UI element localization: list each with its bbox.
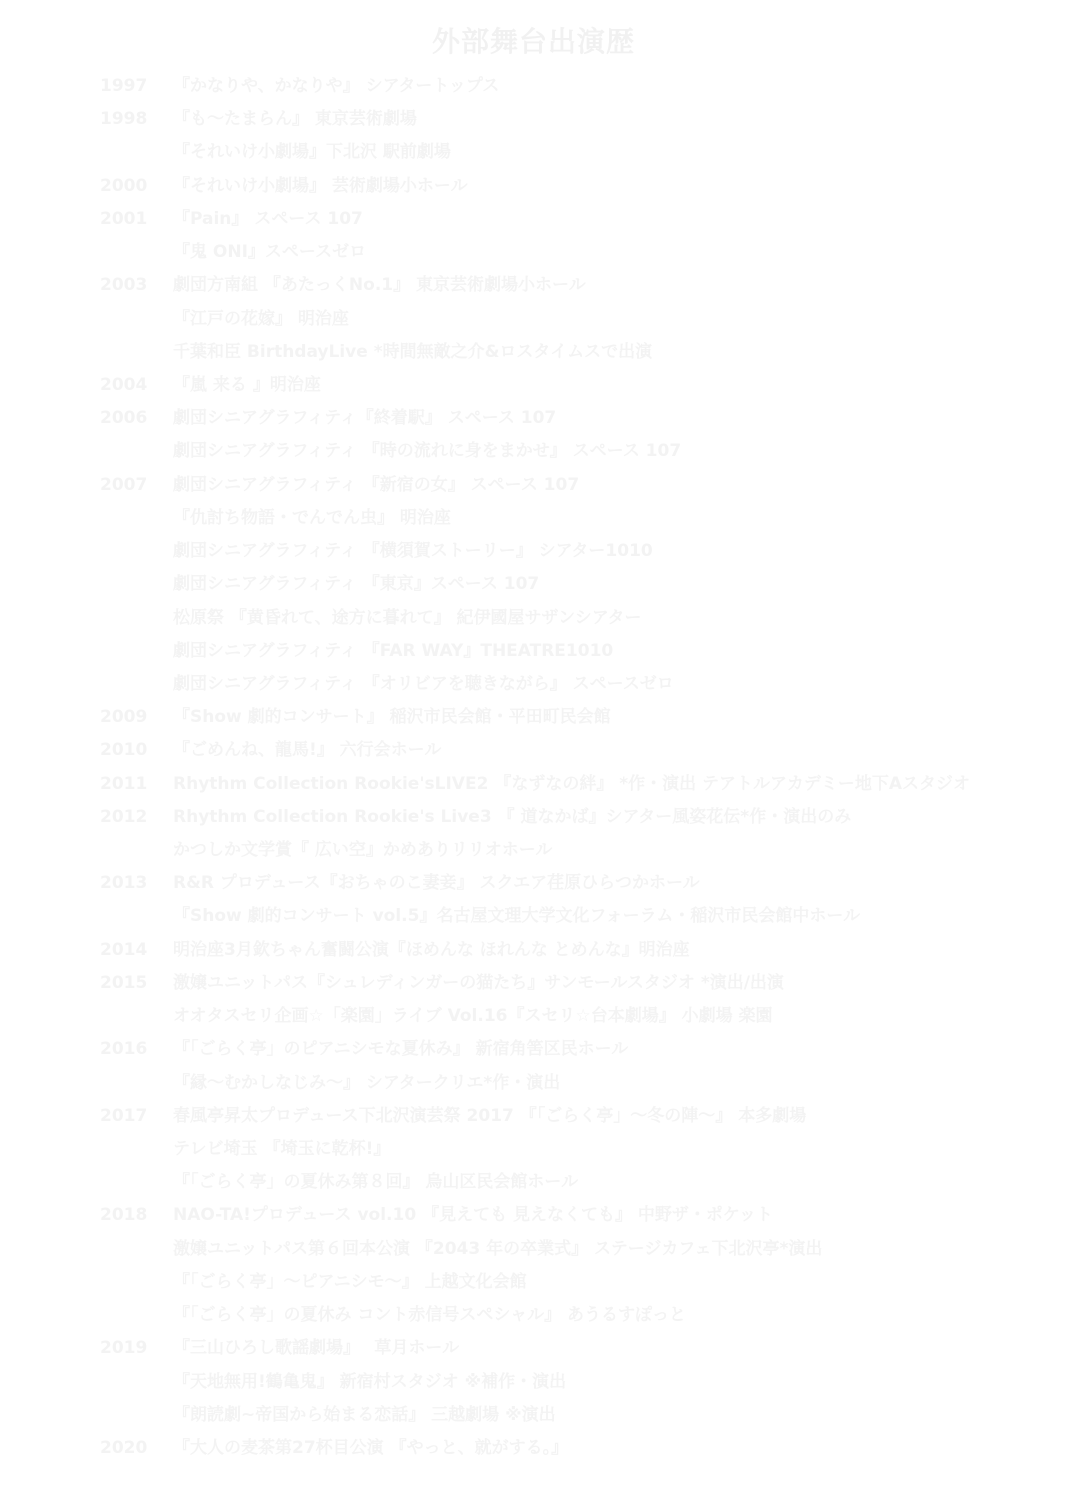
history-year: 2020 bbox=[100, 1437, 148, 1458]
history-row bbox=[0, 602, 1067, 635]
history-text: 劇団シニアグラフィティ 『新宿の女』 スペース 107 bbox=[173, 474, 580, 495]
history-text: かつしか文学賞『 広い空』かめありリリオホール bbox=[173, 840, 553, 861]
history-text: 『Show 劇的コンサート』 稲沢市民会館・平田町民会館 bbox=[173, 707, 611, 728]
history-year: 2009 bbox=[100, 707, 148, 728]
history-text: 明治座3月欽ちゃん奮闘公演『ほめんな ほれんな とめんな』明治座 bbox=[173, 939, 690, 960]
history-text: 劇団シニアグラフィティ 『オリビアを聴きながら』 スペースゼロ bbox=[173, 673, 674, 694]
history-text: 劇団方南組 『あたっくNo.1』 東京芸術劇場小ホール bbox=[173, 275, 586, 296]
history-text: 激嬢ユニットパス『シュレディンガーの猫たち』サンモールスタジオ *演出/出演 bbox=[173, 972, 784, 993]
history-row bbox=[0, 1000, 1067, 1033]
history-year: 2006 bbox=[100, 408, 148, 429]
history-text: 劇団シニアグラフィティ 『FAR WAY』THEATRE1010 bbox=[173, 640, 614, 661]
history-row bbox=[0, 336, 1067, 369]
history-text: 『天地無用!鶴亀鬼』 新宿村スタジオ ※補作・演出 bbox=[173, 1371, 567, 1392]
history-text: 劇団シニアグラフィティ 『東京』スペース 107 bbox=[173, 574, 540, 595]
history-row bbox=[0, 1432, 1067, 1465]
history-text: 『鬼 ONI』スペースゼロ bbox=[173, 242, 367, 263]
history-row bbox=[0, 1332, 1067, 1365]
history-row bbox=[0, 502, 1067, 535]
history-text: オオタスセリ企画☆「楽園」ライブ Vol.16『スセリ☆台本劇場』 小劇場 楽園 bbox=[173, 1006, 773, 1027]
history-year: 2001 bbox=[100, 208, 148, 229]
history-text: 劇団シニアグラフィティ 『横須賀ストーリー』 シアター1010 bbox=[173, 541, 653, 562]
history-text: Rhythm Collection Rookie's Live3 『 道なかば』シアター風姿花伝*作・演出のみ bbox=[173, 806, 852, 827]
history-text: 『「ごらく亭」の夏休み第８回』 烏山区民会館ホール bbox=[173, 1172, 579, 1193]
history-text: 『大人の麦茶第27杯目公演 『やっと、就がする。』 bbox=[173, 1437, 569, 1458]
history-year: 2010 bbox=[100, 740, 148, 761]
history-row bbox=[0, 867, 1067, 900]
history-year: 2000 bbox=[100, 175, 148, 196]
history-text: 春風亭昇太プロデュース下北沢演芸祭 2017 『「ごらく亭」～冬の陣～』 本多劇場 bbox=[173, 1105, 807, 1126]
page-title: 外部舞台出演歴 bbox=[431, 25, 635, 58]
history-row bbox=[0, 136, 1067, 169]
history-text: 『Pain』 スペース 107 bbox=[173, 208, 363, 229]
history-text: 『Show 劇的コンサート vol.5』名古屋文理大学文化フォーラム・稲沢市民会館中ホール bbox=[173, 906, 861, 927]
history-text: 『も～たまらん』 東京芸術劇場 bbox=[173, 109, 417, 130]
history-year: 2015 bbox=[100, 972, 148, 993]
history-year: 2014 bbox=[100, 939, 148, 960]
history-row bbox=[0, 1033, 1067, 1066]
history-row bbox=[0, 402, 1067, 435]
history-text: 『「ごらく亭」のピアニシモな夏休み』 新宿角筈区民ホール bbox=[173, 1039, 629, 1060]
history-text: 『仇討ち物語・でんでん虫』 明治座 bbox=[173, 507, 451, 528]
history-year: 1998 bbox=[100, 109, 148, 130]
history-text: NAO-TA!プロデュース vol.10 『見えても 見えなくても』 中野ザ・ポケット bbox=[173, 1205, 774, 1226]
history-row bbox=[0, 1166, 1067, 1199]
history-row bbox=[0, 900, 1067, 933]
history-text: 『朗読劇~帝国から始まる恋話』 三越劇場 ※演出 bbox=[173, 1404, 556, 1425]
history-text: 激嬢ユニットパス第６回本公演 『2043 年の卒業式』 ステージカフェ下北沢亭*演出 bbox=[173, 1238, 823, 1259]
history-row bbox=[0, 170, 1067, 203]
history-row bbox=[0, 1399, 1067, 1432]
history-text: 『「ごらく亭」～ピアニシモ～』 上越文化会館 bbox=[173, 1271, 527, 1292]
history-text: Rhythm Collection Rookie'sLIVE2 『なずなの絆』 *作・演出 テアトルアカデミー地下Aスタジオ bbox=[173, 773, 971, 794]
history-row bbox=[0, 369, 1067, 402]
history-row bbox=[0, 834, 1067, 867]
history-row bbox=[0, 1067, 1067, 1100]
history-text: 『それいけ小劇場』下北沢 駅前劇場 bbox=[173, 142, 451, 163]
history-row bbox=[0, 70, 1067, 103]
history-row bbox=[0, 801, 1067, 834]
history-row bbox=[0, 269, 1067, 302]
history-row bbox=[0, 469, 1067, 502]
history-text: 千葉和臣 BirthdayLive *時間無敵之介&ロスタイムスで出演 bbox=[173, 341, 653, 362]
history-text: 『江戸の花嫁』 明治座 bbox=[173, 308, 349, 329]
history-year: 2018 bbox=[100, 1205, 148, 1226]
history-year: 2017 bbox=[100, 1105, 148, 1126]
history-row bbox=[0, 734, 1067, 767]
history-row bbox=[0, 1366, 1067, 1399]
history-text: 『ごめんね、龍馬!』 六行会ホール bbox=[173, 740, 442, 761]
history-year: 2012 bbox=[100, 806, 148, 827]
history-year: 1997 bbox=[100, 76, 148, 96]
history-text: 『「ごらく亭」の夏休み コント赤信号スペシャル』 あうるすぽっと bbox=[173, 1305, 686, 1326]
history-text: テレビ埼玉 『埼玉に乾杯!』 bbox=[173, 1139, 391, 1159]
history-year: 2004 bbox=[100, 374, 148, 395]
history-row bbox=[0, 934, 1067, 967]
history-row bbox=[0, 967, 1067, 1000]
history-year: 2013 bbox=[100, 873, 148, 894]
history-row bbox=[0, 303, 1067, 336]
history-text: R&R プロデュース『おちゃのこ妻妾』 スクエア荏原ひらつかホール bbox=[173, 873, 700, 894]
history-year: 2016 bbox=[100, 1039, 148, 1060]
history-row bbox=[0, 568, 1067, 601]
history-text: 松原祭 『黄昏れて、途方に暮れて』 紀伊國屋サザンシアター bbox=[173, 607, 642, 628]
history-row bbox=[0, 535, 1067, 568]
history-row bbox=[0, 668, 1067, 701]
history-row bbox=[0, 701, 1067, 734]
history-year: 2011 bbox=[100, 773, 148, 794]
history-text: 『嵐 来る 』明治座 bbox=[173, 374, 321, 395]
history-year: 2019 bbox=[100, 1338, 148, 1359]
history-text: 『それいけ小劇場』 芸術劇場小ホール bbox=[173, 175, 468, 196]
history-text: 劇団シニアグラフィティ『終着駅』 スペース 107 bbox=[173, 408, 557, 429]
history-text: 『縁～むかしなじみ～』 シアタークリエ*作・演出 bbox=[173, 1072, 561, 1093]
history-row bbox=[0, 1233, 1067, 1266]
history-row bbox=[0, 236, 1067, 269]
history-text: 『三山ひろし歌謡劇場』 草月ホール bbox=[173, 1338, 460, 1359]
stage-history-list bbox=[0, 70, 1067, 1465]
history-row bbox=[0, 103, 1067, 136]
history-row bbox=[0, 1299, 1067, 1332]
history-text: 劇団シニアグラフィティ 『時の流れに身をまかせ』 スペース 107 bbox=[173, 441, 682, 462]
history-row bbox=[0, 635, 1067, 668]
history-row bbox=[0, 435, 1067, 468]
history-row bbox=[0, 1199, 1067, 1232]
history-row bbox=[0, 1266, 1067, 1299]
history-row bbox=[0, 1133, 1067, 1166]
history-row bbox=[0, 768, 1067, 801]
history-year: 2007 bbox=[100, 474, 148, 495]
history-year: 2003 bbox=[100, 275, 148, 296]
history-text: 『かなりや、かなりや』 シアタートップス bbox=[173, 76, 500, 96]
history-row bbox=[0, 203, 1067, 236]
history-row bbox=[0, 1100, 1067, 1133]
